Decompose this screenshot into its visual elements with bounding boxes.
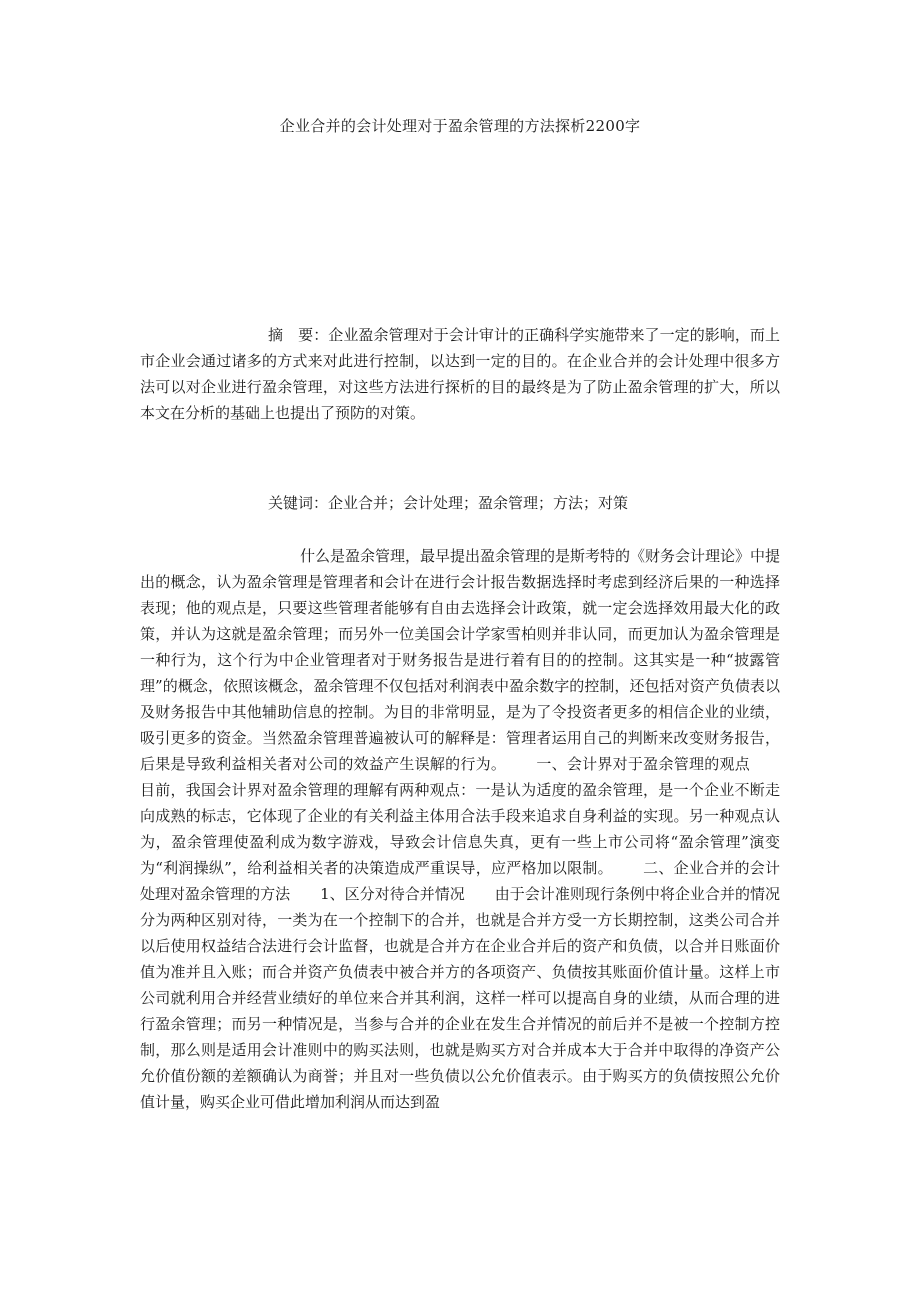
body-text-part2: 目前，我国会计界对盈余管理的理解有两种观点：一是认为适度的盈余管理，是一个企业不断走向成熟的标志，它体现了企业的有关利益主体用合法手段来追求自身利益的实现。另一种观点认为，盈余管理使盈利成为数字游戏，导致会计信息失真，更有一些上市公司将“盈余管理”演变为“利润操纵”，给利益相关者的决策造成严重误导，应严格加以限制。 — [140, 781, 780, 877]
body-text-part3: 由于会计准则现行条例中将企业合并的情况分为两种区别对待，一类为在一个控制下的合并，也就是合并方受一方长期控制，这类公司合并以后使用权益结合法进行会计监督，也就是合并方在企业合并后的资产和负债，以合并日账面价值为准并且入账；而合并资产负债表中被合并方的各项资产、负债按其账面价值计量。这样上市公司就利用合并经营业绩好的单位来合并其利润，这样一样可以提高自身的业绩，从而合理的进行盈余管理；而另一种情况是，当参与合并的企业在发生合并情况的前后并不是被一个控制方控制，那么则是适用会计准则中的购买法则，也就是购买方对合并成本大于合并中取得的净资产公允价值份额的差额确认为商誉；并且对一些负债以公允价值表示。由于购买方的负债按照公允价值计量，购买企业可借此增加利润从而达到盈 — [140, 885, 780, 1111]
subsection-heading-1: 1、区分对待合并情况 — [320, 885, 465, 903]
abstract-text: 摘 要：企业盈余管理对于会计审计的正确科学实施带来了一定的影响，而上市企业会通过诸多的方式来对此进行控制，以达到一定的目的。在企业合并的会计处理中很多方法可以对企业进行盈余管理，对这些方法进行探析的目的最终是为了防止盈余管理的扩大，所以本文在分析的基础上也提出了预防的对策。 — [140, 326, 780, 422]
body-paragraph — [140, 543, 780, 1115]
document-title: 企业合并的会计处理对于盈余管理的方法探析2200字 — [279, 117, 641, 135]
section-heading-1: 一、会计界对于盈余管理的观点 — [536, 755, 750, 773]
section-heading-2: 二、企业合并的会计处理对盈余管理的方法 — [140, 859, 780, 903]
body-text-part1: 什么是盈余管理，最早提出盈余管理的是斯考特的《财务会计理论》中提出的概念，认为盈余管理是管理者和会计在进行会计报告数据选择时考虑到经济后果的一种选择表现；他的观点是，只要这些管理者能够有自由去选择会计政策，就一定会选择效用最大化的政策，并认为这就是盈余管理；而另外一位美国会计学家雪柏则并非认同，而更加认为盈余管理是一种行为，这个行为中企业管理者对于财务报告是进行着有目的的控制。这其实是一种“披露管理”的概念，依照该概念，盈余管理不仅包括对利润表中盈余数字的控制，还包括对资产负债表以及财务报告中其他辅助信息的控制。为目的非常明显，是为了令投资者更多的相信企业的业绩，吸引更多的资金。当然盈余管理普遍被认可的解释是：管理者运用自己的判断来改变财务报告，后果是导致利益相关者对公司的效益产生误解的行为。 — [140, 547, 781, 773]
keywords-line: 关键词：企业合并；会计处理；盈余管理；方法；对策 — [268, 494, 629, 512]
abstract-paragraph — [140, 322, 780, 426]
